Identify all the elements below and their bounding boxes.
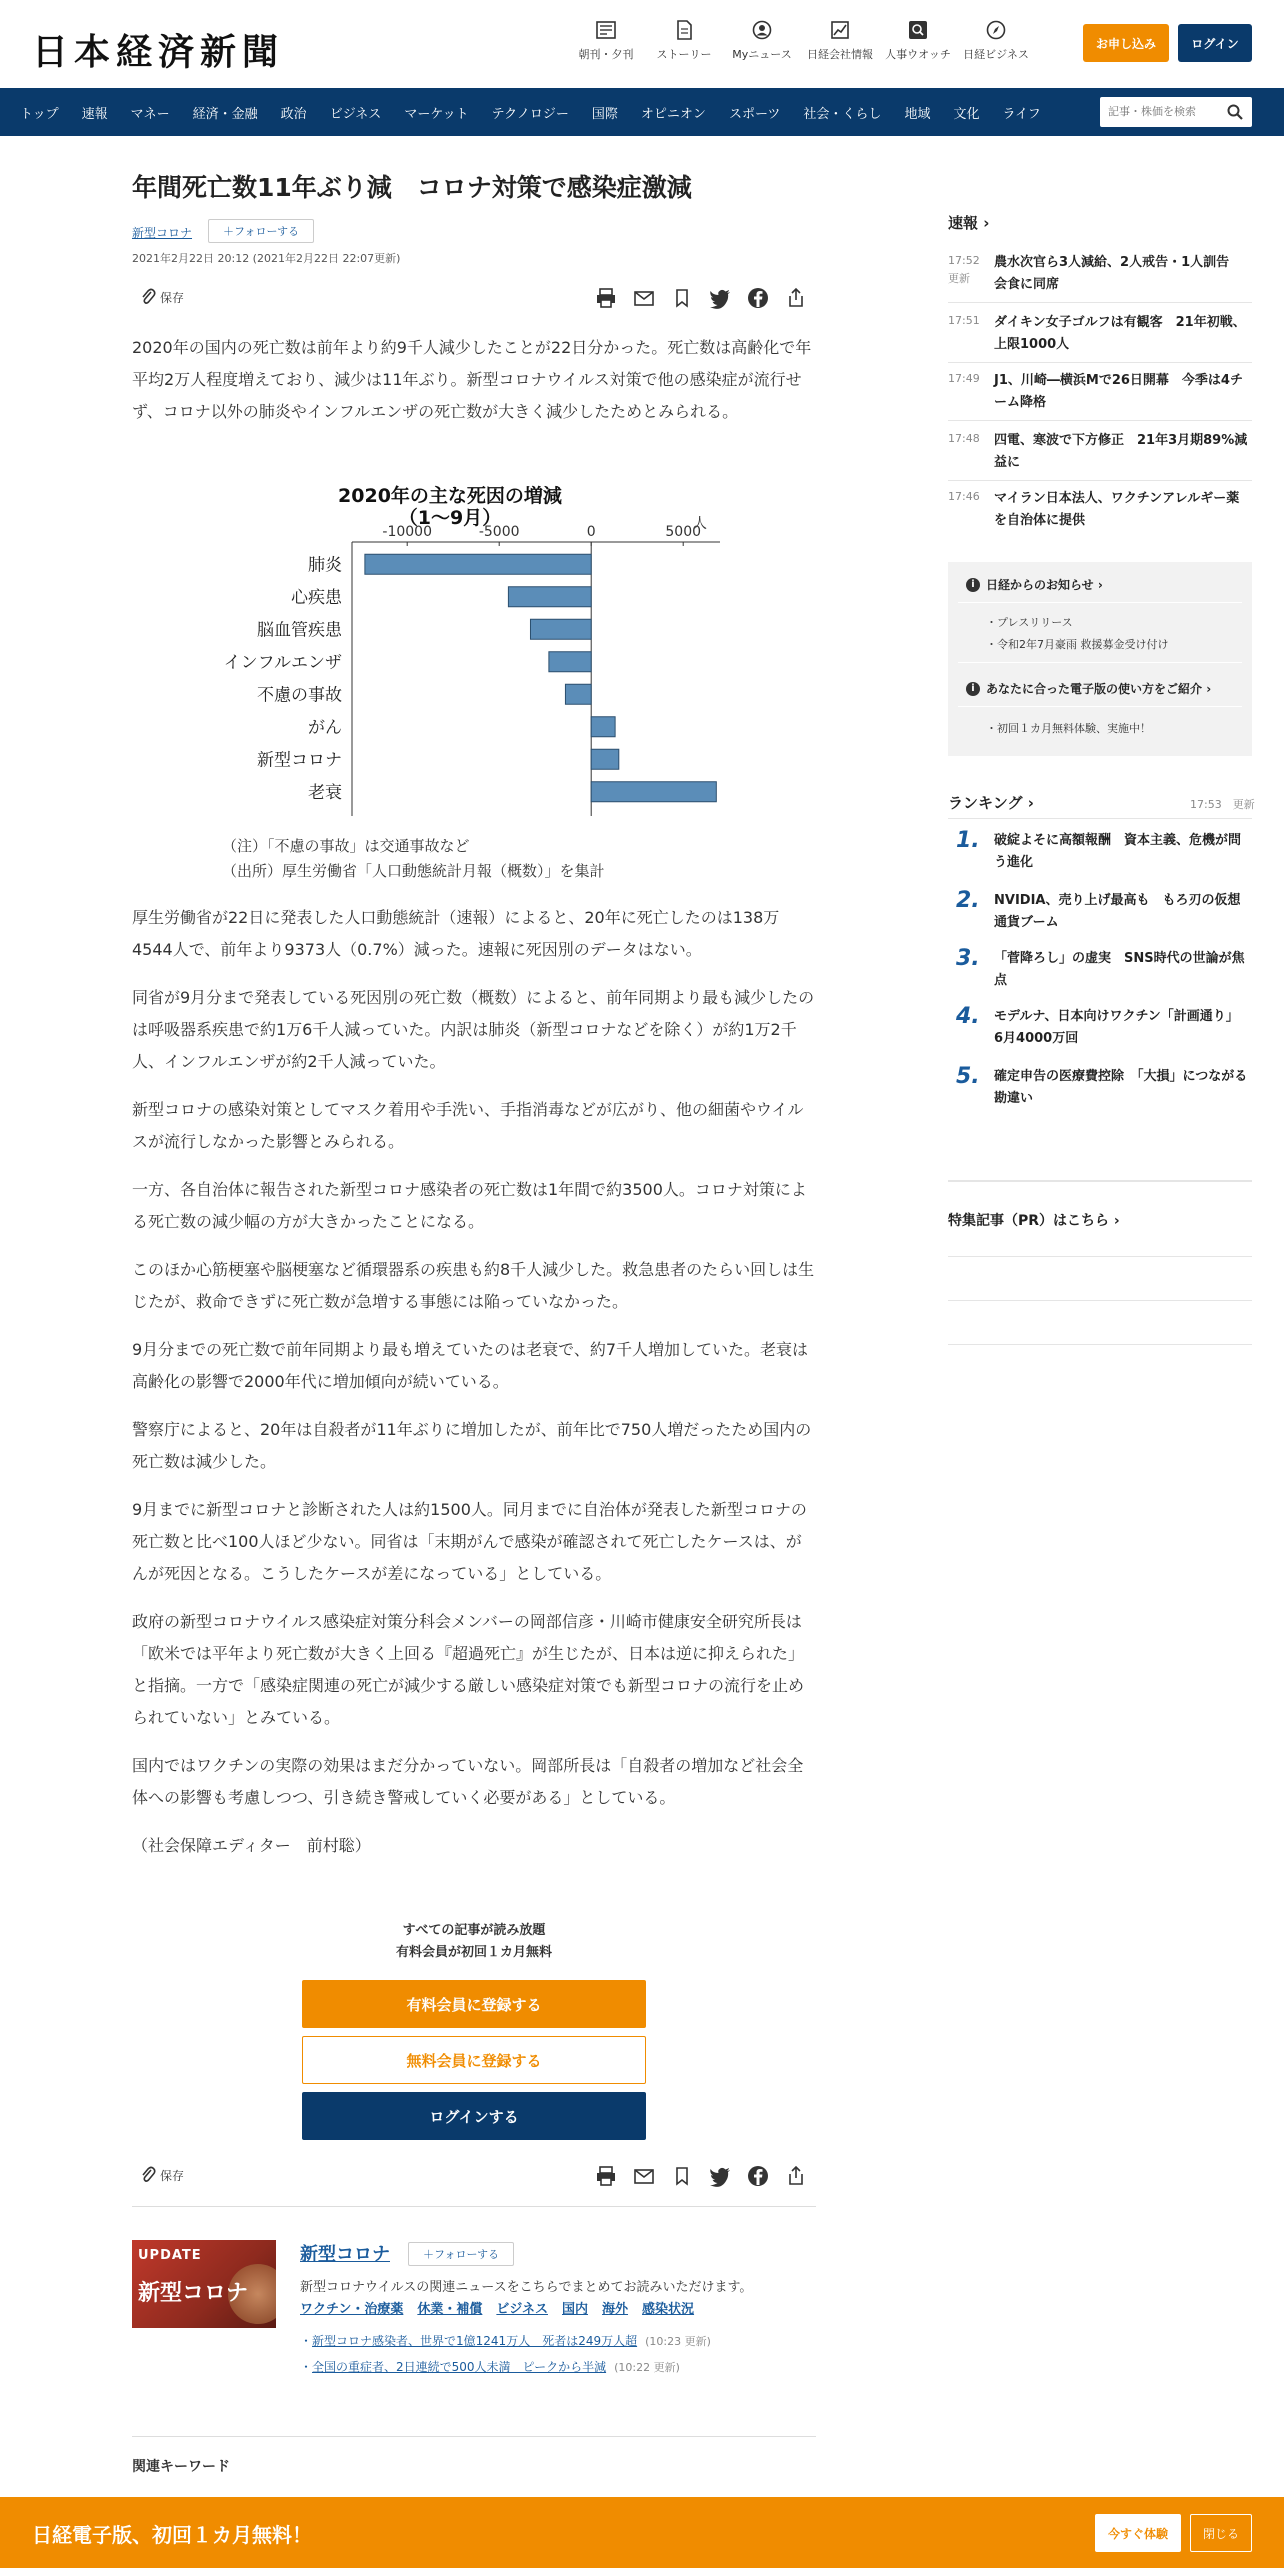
article-body: [132, 902, 816, 1878]
chart-bar: [591, 749, 619, 769]
save-label: 保存: [160, 290, 185, 305]
rank-text: 「菅降ろし」の虚実 SNS時代の世論が焦点: [994, 951, 1245, 988]
chart-category-label: 老衰: [308, 782, 342, 803]
flash-time-value: 17:52: [948, 254, 980, 267]
rank-number: 4.: [956, 1004, 980, 1029]
nav-item-technology[interactable]: テクノロジー: [491, 106, 569, 122]
ranking-item[interactable]: [948, 828, 1252, 876]
save-button[interactable]: [140, 2166, 184, 2184]
ranking-item[interactable]: [948, 1004, 1252, 1052]
guide-header-label: あなたに合った電子版の使い方をご紹介: [986, 682, 1203, 696]
topic-news-time: (10:22 更新): [614, 2361, 680, 2374]
header-item-business[interactable]: [960, 20, 1032, 62]
paragraph: 2020年の国内の死亡数は前年より約9千人減少したことが22日分かった。死亡数は高齢化で年平均2万人程度増えており、減少は11年ぶり。新型コロナウイルス対策で他の感染症が流行せず、コロナ以外の肺炎やインフルエンザの死亡数が大きく減少したためとみられる。: [132, 338, 812, 421]
divider: [948, 1256, 1252, 1257]
divider: [948, 302, 1252, 303]
notice-header[interactable]: [966, 576, 1103, 593]
flash-news-item[interactable]: [948, 370, 1252, 414]
twitter-icon[interactable]: [708, 286, 732, 310]
try-now-button[interactable]: 今すぐ体験: [1095, 2514, 1181, 2552]
chevron-right-icon: ›: [1113, 1213, 1120, 1229]
mail-icon[interactable]: [632, 286, 656, 310]
user-icon: [751, 20, 773, 40]
ranking-title-label: ランキング: [948, 794, 1023, 812]
ranking-item[interactable]: [948, 1064, 1252, 1112]
ranking-updated: 17:53 更新: [1190, 798, 1255, 811]
chart-source: （出所）厚生労働省「人口動態統計月報（概数）」を集計: [222, 862, 605, 880]
follow-label: フォローする: [434, 2249, 499, 2261]
nav-item-sports[interactable]: スポーツ: [728, 106, 781, 122]
flash-time: 17:48: [948, 432, 980, 445]
chart-category-label: 肺炎: [308, 555, 342, 576]
guide-item-label: 初回１カ月無料体験、実施中！: [997, 722, 1151, 735]
paragraph: 国内ではワクチンの実際の効果はまだ分かっていない。岡部所長は「自殺者の増加など社会全体への影響も考慮しつつ、引き続き警戒していく必要がある」としている。: [132, 1756, 804, 1807]
chart-bar: [365, 554, 591, 574]
article-toolbar-bottom: [132, 2160, 816, 2192]
notice-item[interactable]: ・プレスリリース: [986, 616, 1073, 629]
chart-title: 2020年の主な死因の増減: [338, 485, 562, 507]
free-register-button[interactable]: 無料会員に登録する: [302, 2036, 646, 2084]
topic-description: 新型コロナウイルスの関連ニュースをこちらでまとめてお読みいただけます。: [300, 2280, 753, 2295]
rank-number: 2.: [956, 888, 980, 913]
chart-bar: [549, 652, 591, 672]
divider: [958, 662, 1242, 663]
paragraph: このほか心筋梗塞や脳梗塞など循環器系の疾患も約8千人減少した。救急患者のたらい回しは生じたが、救命できずに死亡数が急増する事態には陥っていなかった。: [132, 1260, 815, 1311]
chart-axes: [352, 542, 720, 816]
chart-category-label: 不慮の事故: [257, 685, 342, 706]
topic-link-vaccine[interactable]: ワクチン・治療薬: [300, 2302, 404, 2317]
guide-header[interactable]: [966, 680, 1211, 697]
flash-text: 農水次官ら3人減給、2人戒告・1人訓告 会食に同席: [994, 255, 1243, 292]
related-keywords-title: 関連キーワード: [132, 2459, 230, 2475]
ranking-item[interactable]: [948, 888, 1252, 936]
chart-tick-label: 0: [586, 524, 596, 540]
login-button[interactable]: ログイン: [1178, 24, 1252, 62]
divider: [948, 1300, 1252, 1301]
compass-icon: [985, 20, 1007, 40]
flash-text: J1、川崎―横浜Mで26日開幕 今季は4チーム降格: [994, 373, 1243, 410]
share-bar: [594, 286, 808, 310]
topic-link-business[interactable]: ビジネス: [496, 2302, 548, 2317]
chart-unit: 人: [693, 516, 707, 532]
flash-news-item[interactable]: [948, 312, 1252, 356]
nav-item-economy[interactable]: 経済・金融: [192, 106, 258, 122]
article-title: 年間死亡数11年ぶり減 コロナ対策で感染症激減: [132, 173, 692, 202]
flash-news-title-label: 速報: [948, 214, 979, 232]
close-banner-button[interactable]: 閉じる: [1190, 2514, 1252, 2552]
paragraph: 一方、各自治体に報告された新型コロナ感染者の死亡数は1年間で約3500人。コロナ対策による死亡数の減少幅の方が大きかったことになる。: [132, 1180, 807, 1231]
ranking-item[interactable]: [948, 946, 1252, 994]
plus-icon: ＋: [423, 2249, 435, 2261]
header-item-story[interactable]: [648, 20, 720, 62]
article-lead: [132, 332, 816, 444]
divider: [948, 818, 1252, 819]
topic-links: [300, 2298, 708, 2317]
topic-link[interactable]: 新型コロナ: [132, 226, 193, 240]
save-label: 保存: [160, 2168, 185, 2183]
notice-item-label: プレスリリース: [997, 616, 1073, 629]
main-nav: [0, 88, 1284, 136]
chart-category-label: インフルエンザ: [223, 652, 342, 673]
death-cause-bar-chart: [200, 478, 760, 894]
paid-register-button[interactable]: 有料会員に登録する: [302, 1980, 646, 2028]
subscription-banner: [0, 2497, 1284, 2568]
divider: [132, 2206, 816, 2207]
topic-link-domestic[interactable]: 国内: [562, 2302, 589, 2317]
registration-note: [132, 1920, 816, 1964]
topic-news-time: (10:23 更新): [645, 2335, 711, 2348]
twitter-icon[interactable]: [708, 2164, 732, 2188]
divider: [132, 2436, 816, 2437]
topic-thumbnail-title: 新型コロナ: [138, 2281, 249, 2306]
print-icon[interactable]: [594, 2164, 618, 2188]
paragraph: 9月までに新型コロナと診断された人は約1500人。同月までに自治体が発表した新型コロナの死亡数と比べ100人ほど少ない。同省は「末期がんで感染が確認されて死亡したケースは、がんが死因となる。こうしたケースが差になっている」としている。: [132, 1500, 807, 1583]
topic-name-link[interactable]: 新型コロナ: [300, 2244, 390, 2265]
header-item-personnel[interactable]: [882, 20, 954, 62]
info-icon: i: [966, 682, 980, 696]
registration-line2: 有料会員が初回１カ月無料: [395, 1945, 552, 1960]
chevron-right-icon: ›: [1206, 681, 1212, 696]
nav-item-flash[interactable]: 速報: [81, 106, 108, 122]
header-item-company[interactable]: [804, 20, 876, 62]
paragraph: 同省が9月分まで発表している死因別の死亡数（概数）によると、前年同期より最も減少したのは呼吸器系疾患で約1万6千人減っていた。内訳は肺炎（新型コロナなどを除く）が約1万2千人、インフルエンザが約2千人減っていた。: [132, 988, 815, 1071]
guide-item[interactable]: ・初回１カ月無料体験、実施中！: [986, 722, 1151, 735]
chart-bars: [365, 554, 716, 802]
topic-news-link[interactable]: 新型コロナ感染者、世界で1億1241万人 死者は249万人超: [312, 2334, 638, 2348]
share-bar: [594, 2164, 808, 2188]
bookmark-icon[interactable]: [670, 2164, 694, 2188]
follow-button[interactable]: [208, 219, 314, 243]
topic-link-overseas[interactable]: 海外: [602, 2302, 629, 2317]
notice-item-label: 令和2年7月豪雨 救援募金受け付け: [997, 638, 1169, 651]
print-icon[interactable]: [594, 286, 618, 310]
topic-news-item: ・新型コロナ感染者、世界で1億1241万人 死者は249万人超 (10:23 更新): [300, 2334, 711, 2348]
topic-news-item: ・全国の重症者、2日連続で500人未満 ピークから半減 (10:22 更新): [300, 2360, 680, 2374]
search-input[interactable]: [1108, 103, 1222, 121]
plus-icon: ＋: [223, 226, 235, 238]
top-header: [0, 0, 1284, 88]
header-item-label: 日経会社情報: [807, 48, 873, 61]
facebook-icon[interactable]: [746, 286, 770, 310]
topic-follow-button[interactable]: [408, 2242, 514, 2266]
chart-note: （注）「不慮の事故」は交通事故など: [222, 837, 470, 855]
flash-time: [948, 252, 988, 288]
topic-link-status[interactable]: 感染状況: [642, 2302, 695, 2317]
flash-news-item[interactable]: [948, 430, 1252, 474]
divider: [948, 1344, 1252, 1345]
notice-box: [948, 562, 1252, 756]
author-credit: （社会保障エディター 前村聡）: [132, 1836, 371, 1855]
nav-item-region[interactable]: 地域: [904, 106, 931, 122]
chevron-right-icon: ›: [1097, 577, 1103, 592]
nav-item-society[interactable]: 社会・くらし: [803, 106, 882, 122]
divider: [948, 362, 1252, 363]
nav-item-opinion[interactable]: オピニオン: [640, 106, 706, 122]
flash-time: 17:46: [948, 490, 980, 503]
chart-bar: [591, 717, 615, 737]
nav-item-life[interactable]: ライフ: [1002, 106, 1041, 122]
special-feature-label: 特集記事（PR）はこちら: [948, 1213, 1110, 1229]
paragraph: 警察庁によると、20年は自殺者が11年ぶりに増加したが、前年比で750人増だったため国内の死亡数は減少した。: [132, 1420, 812, 1471]
notice-item[interactable]: ・令和2年7月豪雨 救援募金受け付け: [986, 638, 1169, 651]
chart-bar: [530, 619, 591, 639]
notice-header-label: 日経からのお知らせ: [986, 578, 1094, 592]
bookmark-icon[interactable]: [670, 286, 694, 310]
divider: [958, 706, 1242, 707]
follow-label: フォローする: [234, 226, 299, 238]
chart-subtitle: （1～9月）: [398, 507, 502, 529]
divider: [948, 420, 1252, 421]
chart-category-label: がん: [308, 717, 342, 738]
chart-icon: [829, 20, 851, 40]
chevron-right-icon: ›: [1027, 794, 1034, 812]
chart-tick-label: -5000: [478, 524, 520, 540]
rank-number: 3.: [956, 946, 980, 971]
header-item-label: 人事ウオッチ: [885, 48, 951, 61]
save-button[interactable]: [140, 288, 184, 306]
chart-x-ticks: [382, 524, 701, 546]
nav-item-money[interactable]: マネー: [130, 106, 170, 122]
divider: [958, 602, 1242, 603]
chevron-right-icon: ›: [983, 214, 990, 232]
article-date: 2021年2月22日 20:12 (2021年2月22日 22:07更新): [132, 252, 401, 265]
chart-tick-label: 5000: [665, 524, 702, 540]
newspaper-icon: [595, 20, 617, 40]
chart-bar: [508, 587, 591, 607]
paragraph: 厚生労働省が22日に発表した人口動態統計（速報）によると、20年に死亡したのは138万4544人で、前年より9373人（0.7%）減った。速報に死因別のデータはない。: [132, 908, 780, 959]
header-item-mynews[interactable]: [726, 20, 798, 62]
share-icon[interactable]: [784, 2164, 808, 2188]
chart-bar: [591, 782, 716, 802]
paperclip-icon: [140, 2166, 156, 2184]
paperclip-icon: [140, 288, 156, 306]
site-logo[interactable]: 日本経済新聞: [32, 31, 285, 73]
divider: [948, 1180, 1252, 1182]
rank-number: 1.: [956, 828, 980, 853]
chart-category-label: 心疾患: [291, 587, 342, 608]
flash-news-title[interactable]: [948, 212, 989, 233]
mail-icon[interactable]: [632, 2164, 656, 2188]
rank-number: 5.: [956, 1064, 980, 1089]
nav-item-top[interactable]: トップ: [20, 106, 59, 122]
paragraph: 政府の新型コロナウイルス感染症対策分科会メンバーの岡部信彦・川崎市健康安全研究所長は「欧米では平年より死亡数が大きく上回る『超過死亡』が生じたが、日本は逆に抑えられた」と指摘。一方で「感染症関連の死亡が減少する厳しい感染症対策でも新型コロナの流行を止められていない」とみている。: [132, 1612, 805, 1727]
flash-time: 17:51: [948, 314, 980, 327]
rank-text: NVIDIA、売り上げ最高も もろ刃の仮想通貨ブーム: [994, 893, 1241, 930]
header-item-label: 日経ビジネス: [963, 48, 1029, 61]
header-item-label: ストーリー: [656, 48, 712, 61]
flash-text: 四電、寒波で下方修正 21年3月期89%減益に: [994, 433, 1248, 470]
divider: [948, 480, 1252, 481]
chart-category-labels: [224, 555, 343, 803]
flash-updated: 更新: [948, 272, 970, 285]
paragraph: 9月分までの死亡数で前年同期より最も増えていたのは老衰で、約7千人増加していた。老衰は高齢化の影響で2000年代に増加傾向が続いている。: [132, 1340, 809, 1391]
flash-text: ダイキン女子ゴルフは有観客 21年初戦、上限1000人: [994, 315, 1246, 352]
chart-category-label: 新型コロナ: [257, 750, 342, 771]
search-box: [1100, 97, 1252, 127]
flash-time: 17:49: [948, 372, 980, 385]
header-item-label: Myニュース: [732, 48, 792, 61]
article-toolbar-top: [132, 282, 816, 314]
topic-news-link[interactable]: 全国の重症者、2日連続で500人未満 ピークから半減: [312, 2360, 607, 2374]
chart-category-label: 脳血管疾患: [257, 620, 342, 641]
search-person-icon: [907, 20, 929, 40]
nav-item-international[interactable]: 国際: [591, 106, 618, 122]
special-feature-title[interactable]: [948, 1210, 1120, 1230]
document-icon: [673, 20, 695, 40]
facebook-icon[interactable]: [746, 2164, 770, 2188]
apply-button[interactable]: お申し込み: [1083, 24, 1169, 62]
rank-text: 破綻よそに高額報酬 資本主義、危機が問う進化: [994, 833, 1242, 870]
nav-item-business[interactable]: ビジネス: [329, 106, 382, 122]
flash-news-item[interactable]: [948, 488, 1252, 532]
ranking-title[interactable]: [948, 792, 1034, 813]
share-icon[interactable]: [784, 286, 808, 310]
topic-thumbnail[interactable]: [132, 2240, 276, 2328]
login-register-button[interactable]: ログインする: [302, 2092, 646, 2140]
flash-text: マイラン日本法人、ワクチンアレルギー薬を自治体に提供: [994, 491, 1240, 528]
flash-news-item[interactable]: [948, 252, 1252, 296]
info-icon: i: [966, 578, 980, 592]
nav-item-culture[interactable]: 文化: [953, 106, 980, 122]
header-icon-bar: [570, 20, 1038, 62]
header-item-label: 朝刊・夕刊: [578, 48, 634, 61]
nav-item-politics[interactable]: 政治: [280, 106, 307, 122]
banner-message: 日経電子版、初回１カ月無料！: [32, 2523, 312, 2547]
chart-bar: [565, 684, 591, 704]
header-item-newspaper[interactable]: [570, 20, 642, 62]
search-icon[interactable]: [1226, 103, 1244, 121]
registration-line1: すべての記事が読み放題: [402, 1923, 546, 1938]
chart-tick-label: -10000: [382, 524, 432, 540]
topic-thumbnail-label: UPDATE: [138, 2248, 202, 2263]
rank-text: 確定申告の医療費控除 「大損」につながる勘違い: [994, 1069, 1248, 1106]
topic-link-compensation[interactable]: 休業・補償: [417, 2302, 483, 2317]
rank-text: モデルナ、日本向けワクチン「計画通り」 6月4000万回: [994, 1009, 1246, 1046]
nav-item-market[interactable]: マーケット: [404, 106, 469, 122]
paragraph: 新型コロナの感染対策としてマスク着用や手洗い、手指消毒などが広がり、他の細菌やウイルスが流行しなかった影響とみられる。: [132, 1100, 804, 1151]
